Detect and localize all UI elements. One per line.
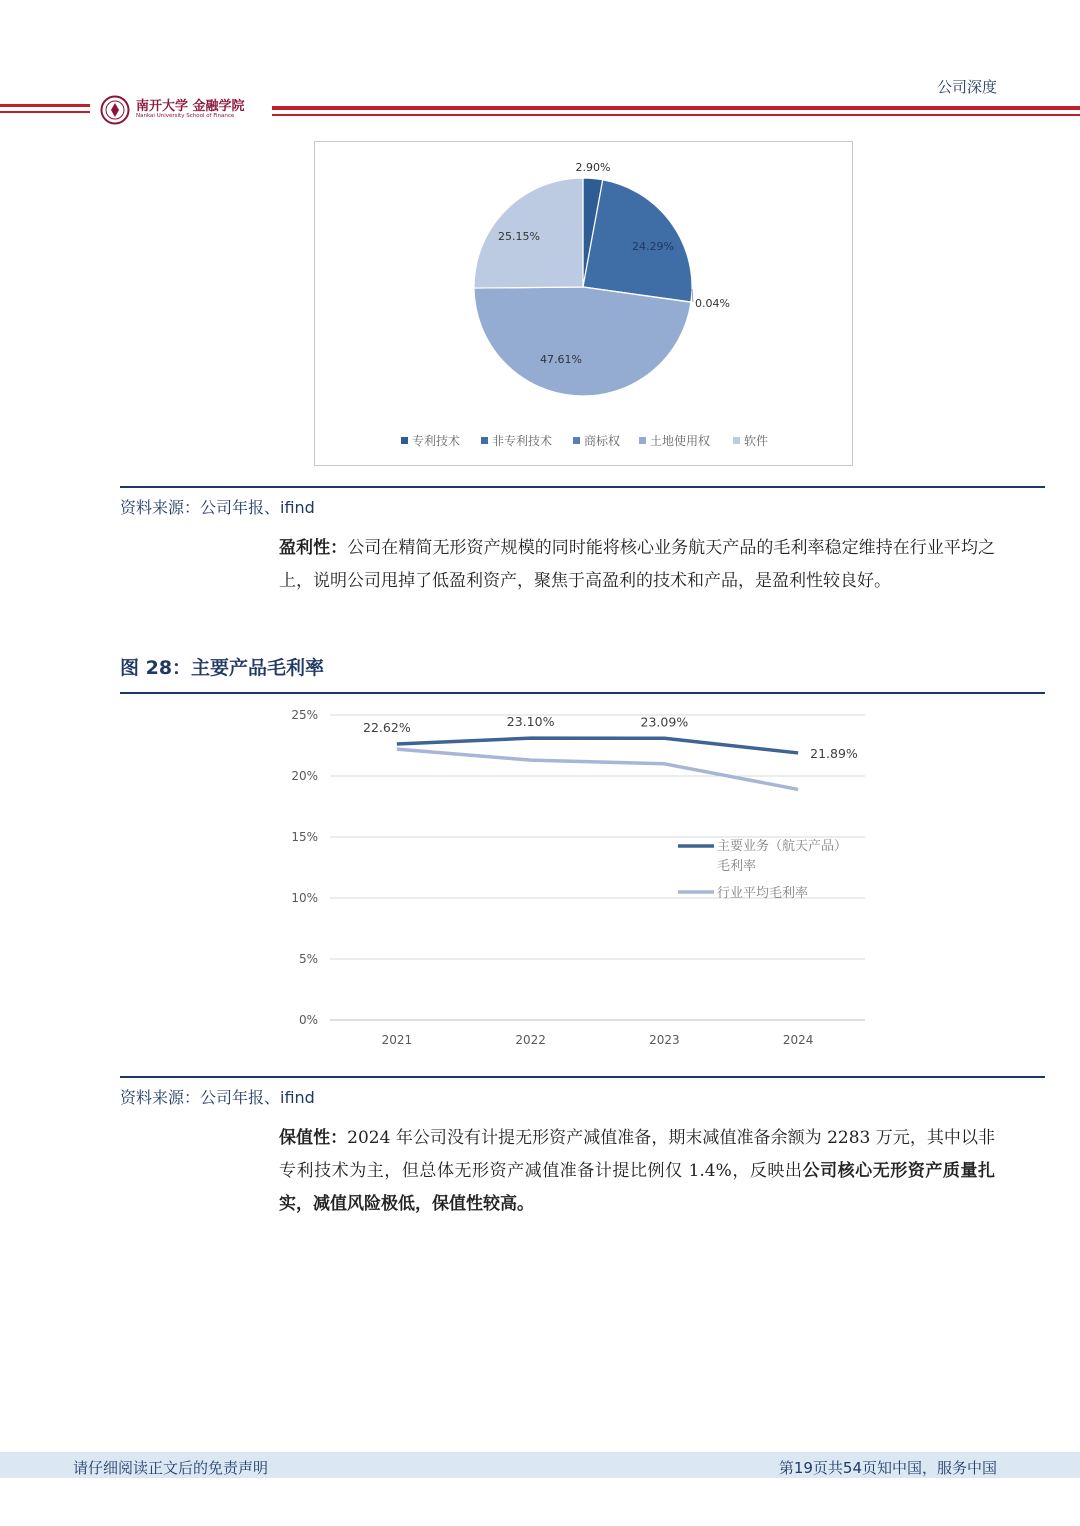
x-tick-label: 2021: [381, 1033, 413, 1047]
series-line: [397, 738, 798, 753]
report-type-label: 公司深度: [936, 78, 997, 96]
pie-chart: [315, 142, 852, 465]
x-tick-label: 2023: [649, 1033, 680, 1047]
legend-swatch: [733, 437, 740, 444]
logo-school-cn: 南开大学 金融学院: [136, 99, 245, 115]
header-stripe-right-thin: [272, 114, 1080, 116]
line-chart: [280, 700, 880, 1055]
y-tick-label: 5%: [298, 952, 318, 966]
legend-swatch: [639, 437, 646, 444]
pie-data-label: 0.04%: [695, 297, 730, 310]
figure-bottom-rule: [120, 1076, 1045, 1078]
paragraph-body: 公司在精简无形资产规模的同时能将核心业务航天产品的毛利率稳定维持在行业平均之上，说明公司甩掉了低盈利资产，聚焦于高盈利的技术和产品，是盈利性较良好。: [279, 538, 996, 591]
header-stripe-left: [0, 104, 90, 107]
legend-label: 主要业务（航天产品）: [717, 839, 848, 854]
legend-label: 软件: [744, 434, 769, 448]
series-line: [397, 749, 798, 789]
pie-data-label: 47.61%: [540, 353, 582, 366]
data-label: 23.09%: [640, 714, 689, 730]
footer-disclaimer: 请仔细阅读正文后的免责声明: [73, 1459, 269, 1477]
pie-data-label: 25.15%: [498, 230, 540, 243]
line-chart-area: [280, 700, 880, 1055]
university-logo: [100, 92, 270, 128]
legend-label: 行业平均毛利率: [717, 886, 809, 901]
data-label: 21.89%: [810, 745, 858, 761]
legend-label: 商标权: [584, 434, 621, 448]
header-stripe-left-thin: [0, 111, 90, 113]
y-tick-label: 10%: [291, 891, 318, 905]
footer-page-info: 第19页共54页知中国，服务中国: [778, 1459, 997, 1477]
legend-swatch: [401, 437, 408, 444]
pie-chart-panel: [314, 141, 853, 466]
paragraph-profitability: [279, 532, 995, 598]
legend-swatch: [481, 437, 488, 444]
y-tick-label: 25%: [291, 708, 318, 722]
figure-title-rule: [120, 692, 1045, 694]
y-tick-label: 0%: [298, 1013, 318, 1027]
legend-swatch: [573, 437, 580, 444]
paragraph-lead: 保值性：: [279, 1128, 348, 1148]
seal-icon: [100, 95, 130, 125]
paragraph-body: 2024 年公司没有计提无形资产减值准备，期末减值准备余额为 2283 万元，其中以非专利技术为主，但总体无形资产减值准备计提比例仅 1.4%，反映出: [279, 1128, 995, 1181]
pie-data-label: 24.29%: [632, 240, 674, 253]
figure-source: 资料来源：公司年报、ifind: [120, 1088, 315, 1107]
figure-top-rule: [120, 486, 1045, 488]
legend-label: 专利技术: [412, 434, 461, 448]
legend-label: 毛利率: [717, 859, 757, 874]
legend-label: 非专利技术: [492, 434, 553, 448]
legend-label: 土地使用权: [650, 434, 711, 448]
y-tick-label: 20%: [291, 769, 318, 783]
data-label: 22.62%: [363, 720, 411, 736]
data-label: 23.10%: [506, 714, 555, 730]
x-tick-label: 2024: [782, 1033, 814, 1047]
pie-slice: [474, 287, 691, 396]
paragraph-bold-conclusion: 公司核心无形资产质量扎实，减值风险极低，保值性较高。: [279, 1161, 996, 1214]
logo-school-en: Nankai University School of Finance: [136, 112, 235, 119]
leader-line: [692, 289, 693, 302]
header-stripe-right: [272, 106, 1080, 110]
figure-source: 资料来源：公司年报、ifind: [120, 498, 315, 517]
paragraph-lead: 盈利性：: [279, 538, 348, 558]
figure-title: 图 28：主要产品毛利率: [120, 657, 325, 679]
y-tick-label: 15%: [291, 830, 318, 844]
x-tick-label: 2022: [515, 1033, 546, 1047]
pie-data-label: 2.90%: [575, 161, 611, 174]
paragraph-value-preservation: [279, 1122, 995, 1221]
